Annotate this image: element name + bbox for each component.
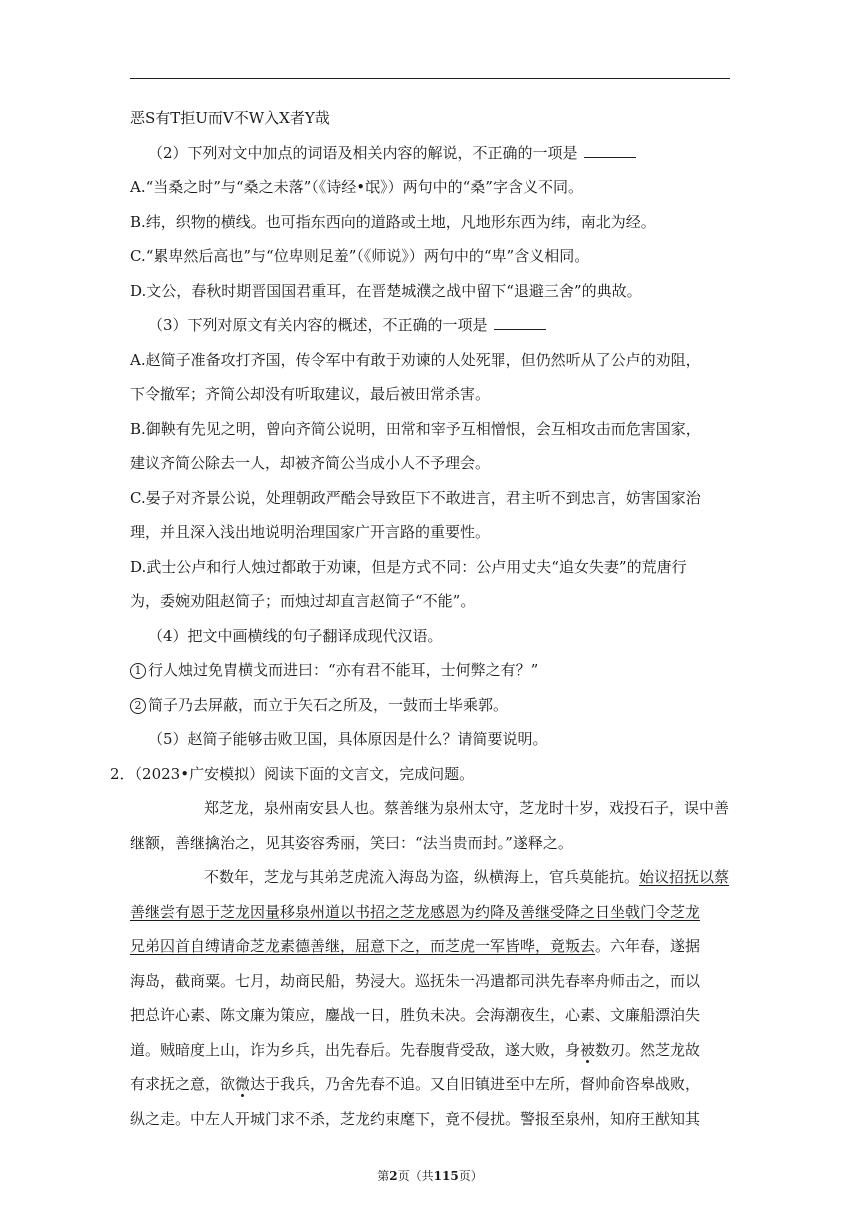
- underlined-text: 兄弟囚首自缚请命: [130, 937, 251, 955]
- option-c-cont: 理，并且深入浅出地说明治理国家广开言路的重要性。: [130, 523, 491, 541]
- option-c: C.“累卑然后高也”与“位卑则足羞”（《师说》）两句中的“卑”含义相同。: [130, 247, 590, 265]
- question-3: （3）下列对原文有关内容的概述，不正确的一项是: [148, 315, 748, 335]
- question-header-2: 2．（2023•广安模拟）阅读下面的文言文，完成问题。: [110, 765, 475, 783]
- page-footer: 第2页（共115页）: [377, 1169, 483, 1183]
- option-b: B.御鞅有先见之明，曾向齐简公说明，田常和宰予互相憎恨，会互相攻击而危害国家，: [130, 420, 701, 438]
- passage-line: 道。贼暗度上山，诈为乡兵，出先春后。先春腹背受敌，遂大败，身被数刃。然芝龙故: [130, 1041, 701, 1059]
- option-b-cont: 建议齐简公除去一人，却被齐简公当成小人不予理会。: [130, 454, 491, 472]
- page-number: 2: [389, 1169, 398, 1183]
- answer-blank: [584, 143, 636, 158]
- passage-line: [130, 902, 730, 922]
- question-5: （5）赵简子能够击败卫国，具体原因是什么？请简要说明。: [148, 730, 548, 748]
- passage-line: 兄弟囚首自缚请命芝龙素德善继，屈意下之，而芝虎一军皆哗，竟叛去。六年春，遂据: [130, 937, 701, 955]
- header-rule: [130, 78, 730, 79]
- option-b: B.纬，织物的横线。也可指东西向的道路或土地，凡地形东西为纬，南北为经。: [130, 213, 656, 231]
- underlined-text: 芝龙素德善继，屈意下之，而芝虎一军皆哗，竟叛去: [250, 937, 596, 955]
- circled-number: 1: [130, 663, 146, 679]
- passage-line: 郑芝龙，泉州南安县人也。蔡善继为泉州太守，芝龙时十岁，戏投石子，误中善: [204, 799, 730, 817]
- translate-item-2: 2 简子乃去屏蔽，而立于矢石之所及，一鼓而士毕乘郭。: [130, 695, 730, 715]
- passage-line: 把总许心素、陈文廉为策应，鏖战一日，胜负未决。会海潮夜生，心素、文廉船漂泊失: [130, 1006, 701, 1024]
- option-d: D.文公，春秋时期晋国国君重耳，在晋楚城濮之战中留下“退避三舍”的典故。: [130, 282, 642, 300]
- circled-number: 2: [130, 698, 146, 714]
- passage-line: 纵之走。中左人开城门求不杀，芝龙约束麾下，竟不侵扰。警报至泉州，知府王猷知其: [130, 1110, 701, 1128]
- underlined-text: 善继尝有恩于芝龙因量移泉州道以书招之芝龙感恩为约降及善继受降之日坐戟门令芝龙: [130, 903, 701, 921]
- question-4: （4）把文中画横线的句子翻译成现代汉语。: [148, 627, 443, 645]
- translate-item-1: 1 行人烛过免胄横戈而进曰：“亦有君不能耳，士何弊之有？”: [130, 660, 730, 680]
- passage-line: 不数年，芝龙与其弟芝虎流入海岛为盗，纵横海上，官兵莫能抗。始议招抚以蔡: [204, 868, 730, 886]
- option-d-cont: 为，委婉劝阻赵简子；而烛过却直言赵简子“不能”。: [130, 592, 476, 610]
- option-a: A.赵简子准备攻打齐国，传令军中有敢于劝谏的人处死罪，但仍然听从了公卢的劝阻，: [130, 351, 701, 369]
- passage-line: 有求抚之意，欲微达于我兵，乃舍先春不追。又自旧镇进至中左所，督帅俞咨皋战败，: [130, 1075, 701, 1093]
- question-2: （2）下列对文中加点的词语及相关内容的解说，不正确的一项是: [148, 143, 748, 163]
- underlined-text: 始议招抚以蔡: [639, 868, 730, 886]
- dotted-word: 被: [580, 1041, 596, 1059]
- answer-blank: [494, 315, 546, 330]
- option-d: D.武士公卢和行人烛过都敢于劝谏，但是方式不同：公卢用丈夫“追女失妻”的荒唐行: [130, 558, 687, 576]
- option-c: C.晏子对齐景公说，处理朝政严酷会导致臣下不敢进言，君主听不到忠言，妨害国家治: [130, 489, 701, 507]
- page-total: 115: [433, 1169, 459, 1183]
- passage-line: 海岛，截商粟。七月，劫商民船，势浸大。巡抚朱一冯遣都司洪先春率舟师击之，而以: [130, 972, 701, 990]
- passage-line: 继额，善继擒治之，见其姿容秀丽，笑曰：“法当贵而封。”遂释之。: [130, 834, 573, 852]
- option-a: A.“当桑之时”与“桑之未落”（《诗经•氓》）两句中的“桑”字含义不同。: [130, 178, 583, 196]
- dotted-word: 微: [235, 1075, 251, 1093]
- text-line: 恶S有T拒U而V不W入X者Y哉: [130, 109, 330, 127]
- option-a-cont: 下令撤军；齐简公却没有听取建议，最后被田常杀害。: [130, 385, 491, 403]
